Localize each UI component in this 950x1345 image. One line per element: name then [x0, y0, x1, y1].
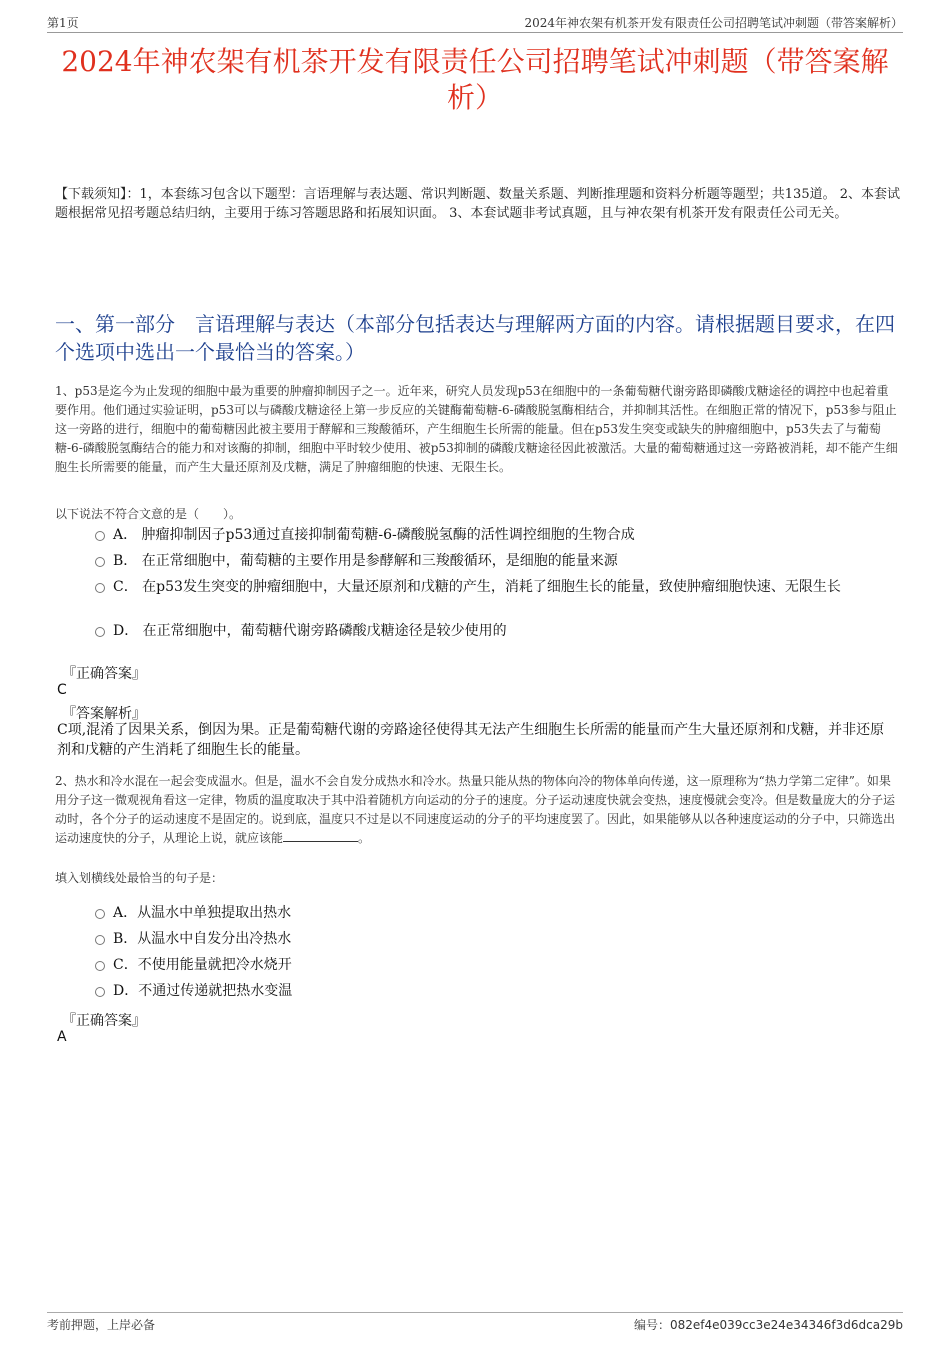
- fill-blank: [283, 829, 358, 842]
- footer-code: 编号：082ef4e039cc3e24e34346f3d6dca29b: [633, 1318, 903, 1332]
- document-title: 2024年神农架有机茶开发有限责任公司招聘笔试冲刺题（带答案解析）: [61, 45, 889, 114]
- footer-slogan: 考前押题，上岸必备: [47, 1318, 156, 1332]
- question-1-stem: 1、p53是迄今为止发现的细胞中最为重要的肿瘤抑制因子之一。近年来，研究人员发现p53在细胞中的一条葡萄糖代谢旁路即磷酸戊糖途径的调控中也起着重要作用。他们通过实验证明，p53可以与磷酸戊糖途径上第一步反应的关键酶葡萄糖-6-磷酸脱氢酶相结合，并抑制其活性。在细胞正常的情况下，p53参与阻止这一旁路的进行，细胞中的葡萄糖因此被主要用于酵解和三羧酸循环，产生细胞生长所需的能量。但在p53发生突变或缺失的肿瘤细胞中，p53失去了与葡萄糖-6-磷酸脱氢酶结合的能力和对该酶的抑制，细胞中平时较少使用、被p53抑制的磷酸戊糖途径因此被激活。大量的葡萄糖通过这一旁路被消耗，却不能产生细胞生长所需要的能量，而产生大量还原剂及戊糖，满足了肿瘤细胞的快速、无限生长。: [55, 384, 898, 474]
- page-number: 第1页: [47, 16, 79, 30]
- q1-analysis-label: 『答案解析』: [62, 706, 146, 722]
- q2-option-d[interactable]: D．不通过传递就把热水变温: [95, 980, 895, 1002]
- page-footer: [47, 1312, 903, 1333]
- q2-option-b[interactable]: B．从温水中自发分出冷热水: [95, 928, 895, 950]
- radio-icon[interactable]: [95, 627, 105, 637]
- q2-option-a[interactable]: A．从温水中单独提取出热水: [95, 902, 895, 924]
- q2-answer: A: [57, 1029, 67, 1045]
- radio-icon[interactable]: [95, 961, 105, 971]
- header-doc-title: 2024年神农架有机茶开发有限责任公司招聘笔试冲刺题（带答案解析）: [524, 16, 903, 30]
- q1-option-d[interactable]: D． 在正常细胞中，葡萄糖代谢旁路磷酸戊糖途径是较少使用的: [95, 620, 895, 642]
- q1-answer: C: [57, 682, 67, 698]
- question-2-stem: 2、热水和冷水混在一起会变成温水。但是，温水不会自发分成热水和冷水。热量只能从热的物体向冷的物体单向传递，这一原理称为“热力学第二定律”。如果用分子这一微观视角看这一定律，物质的温度取决于其中沿着随机方向运动的分子的速度。分子运动速度快就会变热，速度慢就会变冷。但是数量庞大的分子运动时，各个分子的运动速度不是固定的。说到底，温度只不过是以不同速度运动的分子的平均速度罢了。因此，如果能够从以各种速度运动的分子中，只筛选出运动速度快的分子，从理论上说，就应该能 。: [55, 774, 896, 845]
- q2-option-c[interactable]: C．不使用能量就把冷水烧开: [95, 954, 895, 976]
- radio-icon[interactable]: [95, 531, 105, 541]
- q1-option-c[interactable]: C． 在p53发生突变的肿瘤细胞中，大量还原剂和戊糖的产生，消耗了细胞生长的能量，致使肿瘤细胞快速、无限生长: [95, 576, 895, 598]
- radio-icon[interactable]: [95, 583, 105, 593]
- radio-icon[interactable]: [95, 987, 105, 997]
- question-2-prompt: 填入划横线处最恰当的句子是：: [55, 871, 224, 885]
- question-1-prompt: 以下说法不符合文意的是（ ）。: [55, 507, 242, 521]
- radio-icon[interactable]: [95, 909, 105, 919]
- section-title: 一、第一部分 言语理解与表达（本部分包括表达与理解两方面的内容。请根据题目要求，在四个选项中选出一个最恰当的答案。）: [55, 312, 895, 364]
- q1-option-b[interactable]: B． 在正常细胞中，葡萄糖的主要作用是参酵解和三羧酸循环，是细胞的能量来源: [95, 550, 895, 572]
- q1-analysis: C项,混淆了因果关系，倒因为果。正是葡萄糖代谢的旁路途径使得其无法产生细胞生长所需的能量而产生大量还原剂和戊糖，并非还原剂和戊糖的产生消耗了细胞生长的能量。: [57, 722, 885, 758]
- download-notice: 【下载须知】：1，本套练习包含以下题型：言语理解与表达题、常识判断题、数量关系题、判断推理题和资料分析题等题型；共135道。 2、本套试题根据常见招考题总结归纳，主要用于练习答题思路和拓展知识面。 3、本套试题非考试真题，且与神农架有机茶开发有限责任公司无关。: [55, 187, 900, 221]
- page-header: [47, 12, 903, 33]
- q2-answer-label: 『正确答案』: [62, 1013, 146, 1029]
- radio-icon[interactable]: [95, 557, 105, 567]
- q1-option-a[interactable]: A． 肿瘤抑制因子p53通过直接抑制葡萄糖-6-磷酸脱氢酶的活性调控细胞的生物合成: [95, 524, 895, 546]
- radio-icon[interactable]: [95, 935, 105, 945]
- q1-answer-label: 『正确答案』: [62, 666, 146, 682]
